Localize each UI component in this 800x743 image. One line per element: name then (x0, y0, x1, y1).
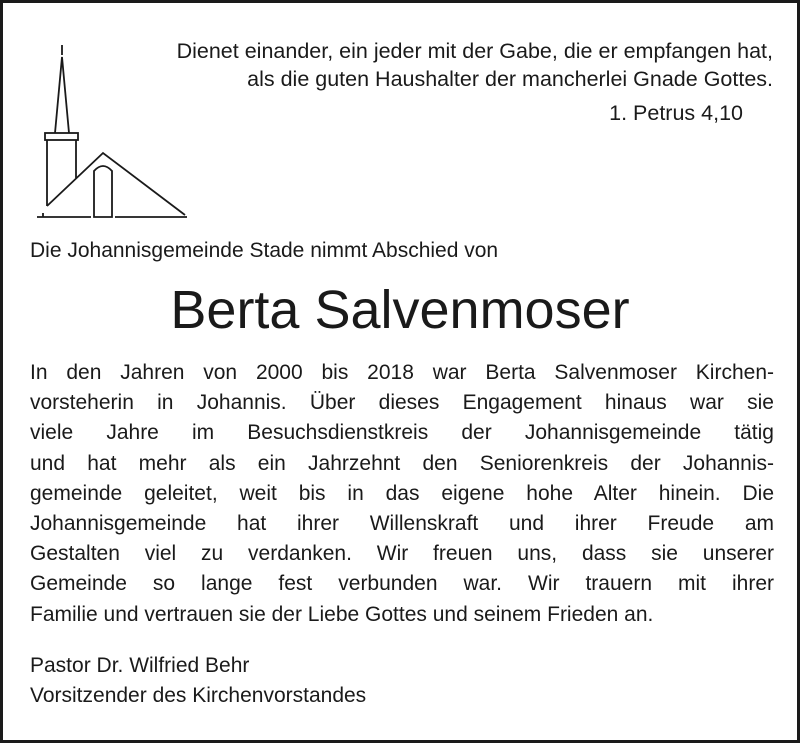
verse-line-2: als die guten Haushalter der mancherlei Gnade Gottes. (247, 67, 773, 91)
tribute-line: Johannisgemeinde hat ihrer Willenskraft und ihrer Freude am (30, 512, 774, 536)
tribute-line: gemeinde geleitet, weit bis in das eigene hohe Alter hinein. Die (30, 481, 774, 505)
tribute-line: vorsteherin in Johannis. Über dieses Engagement hinaus war sie (30, 391, 774, 415)
verse-line-1: Dienet einander, ein jeder mit der Gabe, die er empfangen hat, (176, 39, 773, 63)
deceased-name: Berta Salvenmoser (170, 280, 630, 340)
tribute-text (30, 358, 774, 630)
tribute-line: viele Jahre im Besuchsdienstkreis der Johannisgemeinde tätig (30, 421, 774, 445)
tribute-line: Gemeinde so lange fest verbunden war. Wir trauern mit ihrer (30, 572, 774, 596)
signature-name: Pastor Dr. Wilfried Behr (30, 654, 250, 677)
intro-text: Die Johannisgemeinde Stade nimmt Abschied von (30, 239, 499, 262)
signature-block (30, 651, 366, 711)
bible-verse (73, 37, 773, 127)
signature-role: Vorsitzender des Kirchenvorstandes (30, 684, 367, 707)
tribute-line: und hat mehr als ein Jahrzehnt den Seniorenkreis der Johannis- (30, 451, 774, 475)
verse-reference: 1. Petrus 4,10 (609, 101, 743, 125)
tribute-line: Gestalten viel zu verdanken. Wir freuen uns, dass sie unserer (30, 542, 774, 566)
tribute-line: In den Jahren von 2000 bis 2018 war Berta Salvenmoser Kirchen- (30, 361, 774, 384)
tribute-line: Familie und vertrauen sie der Liebe Gottes und seinem Frieden an. (30, 602, 654, 626)
